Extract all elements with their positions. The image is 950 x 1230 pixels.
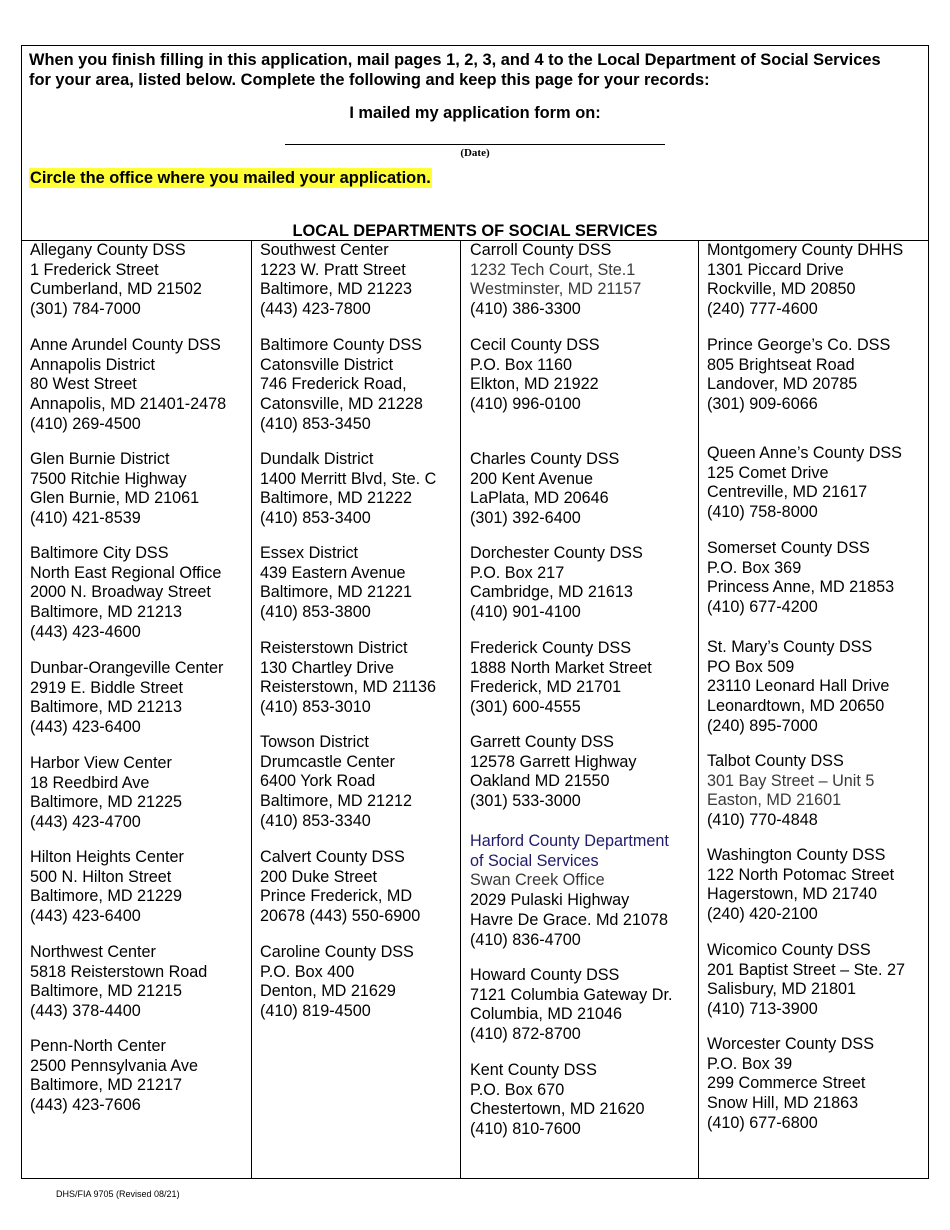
office-name: Carroll County DSS — [470, 241, 612, 259]
office-name: Glen Burnie District — [30, 450, 170, 468]
office-detail-line: 12578 Garrett Highway — [470, 752, 637, 771]
office-detail-line: 500 N. Hilton Street — [30, 867, 172, 886]
office-name: Hilton Heights Center — [30, 848, 184, 866]
office-name: Dorchester County DSS — [470, 544, 643, 562]
office-detail-line: Landover, MD 20785 — [707, 375, 858, 394]
office-name: Howard County DSS — [470, 966, 620, 984]
office-detail-line: (301) 784-7000 — [30, 300, 141, 319]
office-detail-line: Baltimore, MD 21225 — [30, 793, 183, 812]
office-name: Calvert County DSS — [260, 848, 405, 866]
office-detail-line: 1 Frederick Street — [30, 260, 159, 279]
office-detail-line: Catonsville District — [260, 355, 394, 374]
office-detail-line: P.O. Box 39 — [707, 1054, 793, 1073]
office-detail-line: Baltimore, MD 21217 — [30, 1076, 183, 1095]
office-entry[interactable] — [260, 733, 412, 832]
office-detail-line: 7500 Ritchie Highway — [30, 469, 187, 488]
office-entry[interactable] — [707, 638, 889, 737]
office-entry[interactable] — [30, 336, 226, 435]
office-detail-line: 1301 Piccard Drive — [707, 260, 844, 279]
office-detail-line: Salisbury, MD 21801 — [707, 980, 857, 999]
office-entry[interactable] — [260, 450, 436, 529]
office-detail-line: Leonardtown, MD 20650 — [707, 697, 885, 716]
office-detail-line: (443) 423-4600 — [30, 622, 141, 641]
office-detail-line: (410) 713-3900 — [707, 1000, 818, 1019]
office-detail-line: Baltimore, MD 21212 — [260, 792, 413, 811]
office-name: Anne Arundel County DSS — [30, 336, 221, 354]
office-detail-line: 439 Eastern Avenue — [260, 563, 406, 582]
office-detail-line: Prince Frederick, MD — [260, 887, 413, 906]
office-entry[interactable] — [470, 733, 636, 812]
section-heading: LOCAL DEPARTMENTS OF SOCIAL SERVICES — [292, 222, 658, 240]
office-entry[interactable] — [30, 1037, 198, 1116]
office-detail-line: 746 Frederick Road, — [260, 375, 407, 394]
office-detail-line: 805 Brightseat Road — [707, 355, 855, 374]
office-detail-line: 5818 Reisterstown Road — [30, 962, 208, 981]
date-label: (Date) — [460, 147, 490, 159]
office-detail-line: 1888 North Market Street — [470, 658, 652, 677]
office-detail-line: (443) 423-6400 — [30, 718, 141, 737]
office-detail-line: P.O. Box 217 — [470, 563, 565, 582]
date-entry-line[interactable] — [285, 144, 665, 145]
office-entry[interactable] — [707, 1035, 874, 1134]
office-entry[interactable] — [470, 966, 672, 1045]
office-detail-line: (410) 770-4848 — [707, 811, 818, 830]
office-detail-line: PO Box 509 — [707, 657, 795, 676]
office-name: Harford County Department — [470, 832, 669, 850]
office-detail-line: 2919 E. Biddle Street — [30, 678, 183, 697]
office-entry[interactable] — [30, 450, 199, 529]
intro-line-1: When you finish filling in this application, mail pages 1, 2, 3, and 4 to the Local Department of Social Services — [29, 51, 881, 69]
office-name: Baltimore County DSS — [260, 336, 422, 354]
office-detail-line: Hagerstown, MD 21740 — [707, 885, 878, 904]
office-detail-line: (410) 269-4500 — [30, 414, 141, 433]
office-detail-line: Swan Creek Office — [470, 871, 605, 890]
office-detail-line: 200 Kent Avenue — [470, 469, 594, 488]
office-entry[interactable] — [707, 241, 903, 320]
office-detail-line: Oakland MD 21550 — [470, 772, 610, 791]
intro-line-2: for your area, listed below. Complete the following and keep this page for your records: — [29, 71, 710, 89]
office-name: Harbor View Center — [30, 754, 172, 772]
office-detail-line: North East Regional Office — [30, 563, 222, 582]
office-name: Essex District — [260, 544, 359, 562]
office-detail-line: 2500 Pennsylvania Ave — [30, 1056, 198, 1075]
office-entry[interactable] — [470, 241, 641, 320]
column-divider-2 — [460, 240, 461, 1179]
office-detail-line: 200 Duke Street — [260, 867, 377, 886]
office-detail-line: 6400 York Road — [260, 772, 376, 791]
office-detail-line: 299 Commerce Street — [707, 1074, 866, 1093]
office-name: Worcester County DSS — [707, 1035, 875, 1053]
office-detail-line: (443) 378-4400 — [30, 1002, 141, 1021]
office-name: Towson District — [260, 733, 369, 751]
office-name: Northwest Center — [30, 943, 156, 961]
office-entry[interactable] — [707, 846, 894, 925]
office-detail-line: (410) 853-3450 — [260, 414, 371, 433]
office-detail-line: 130 Chartley Drive — [260, 658, 395, 677]
office-entry[interactable] — [30, 754, 182, 833]
office-entry[interactable] — [707, 444, 902, 523]
office-detail-line: (301) 909-6066 — [707, 395, 818, 414]
office-detail-line: 1223 W. Pratt Street — [260, 260, 406, 279]
office-detail-line: Annapolis District — [30, 355, 156, 374]
office-detail-line: (410) 810-7600 — [470, 1120, 581, 1139]
office-detail-line: of Social Services — [470, 851, 599, 870]
office-entry[interactable] — [260, 336, 423, 435]
form-number-footer: DHS/FIA 9705 (Revised 08/21) — [56, 1189, 180, 1199]
office-detail-line: 1400 Merritt Blvd, Ste. C — [260, 469, 437, 488]
office-entry[interactable] — [470, 336, 600, 415]
office-entry[interactable] — [470, 544, 643, 623]
office-detail-line: Columbia, MD 21046 — [470, 1005, 623, 1024]
office-detail-line: Chestertown, MD 21620 — [470, 1100, 645, 1119]
office-name: Dunbar-Orangeville Center — [30, 659, 224, 677]
office-detail-line: 2000 N. Broadway Street — [30, 583, 211, 602]
office-detail-line: 1232 Tech Court, Ste.1 — [470, 260, 636, 279]
office-entry[interactable] — [30, 943, 207, 1022]
office-detail-line: Cambridge, MD 21613 — [470, 583, 633, 602]
office-name: Kent County DSS — [470, 1061, 597, 1079]
office-detail-line: (240) 777-4600 — [707, 300, 818, 319]
office-detail-line: Baltimore, MD 21229 — [30, 887, 183, 906]
office-detail-line: (443) 423-7606 — [30, 1096, 141, 1115]
office-detail-line: 2029 Pulaski Highway — [470, 891, 630, 910]
office-name: Reisterstown District — [260, 639, 408, 657]
office-detail-line: Havre De Grace. Md 21078 — [470, 910, 668, 929]
office-detail-line: (410) 853-3400 — [260, 509, 371, 528]
office-name: Allegany County DSS — [30, 241, 186, 259]
office-detail-line: Elkton, MD 21922 — [470, 375, 599, 394]
office-detail-line: P.O. Box 670 — [470, 1080, 565, 1099]
office-detail-line: (410) 677-4200 — [707, 598, 818, 617]
office-detail-line: P.O. Box 1160 — [470, 355, 572, 374]
office-name: St. Mary’s County DSS — [707, 638, 873, 656]
office-entry[interactable] — [470, 832, 669, 950]
office-detail-line: (410) 421-8539 — [30, 509, 141, 528]
office-name: Garrett County DSS — [470, 733, 614, 751]
office-detail-line: Glen Burnie, MD 21061 — [30, 489, 200, 508]
office-detail-line: 201 Baptist Street – Ste. 27 — [707, 960, 905, 979]
office-detail-line: Drumcastle Center — [260, 752, 395, 771]
office-detail-line: Centreville, MD 21617 — [707, 483, 868, 502]
office-name: Washington County DSS — [707, 846, 886, 864]
office-name: Baltimore City DSS — [30, 544, 169, 562]
office-name: Queen Anne’s County DSS — [707, 444, 902, 462]
office-detail-line: Baltimore, MD 21213 — [30, 603, 183, 622]
office-detail-line: Baltimore, MD 21222 — [260, 489, 413, 508]
office-detail-line: Baltimore, MD 21223 — [260, 280, 413, 299]
office-detail-line: Baltimore, MD 21215 — [30, 982, 183, 1001]
office-entry[interactable] — [260, 241, 412, 320]
office-detail-line: Cumberland, MD 21502 — [30, 280, 202, 299]
office-detail-line: Baltimore, MD 21213 — [30, 698, 183, 717]
office-detail-line: P.O. Box 400 — [260, 962, 355, 981]
office-detail-line: Frederick, MD 21701 — [470, 678, 622, 697]
office-detail-line: (410) 853-3010 — [260, 698, 371, 717]
office-detail-line: (443) 423-4700 — [30, 813, 141, 832]
office-detail-line: (410) 836-4700 — [470, 930, 581, 949]
office-detail-line: (410) 901-4100 — [470, 603, 581, 622]
office-name: Cecil County DSS — [470, 336, 600, 354]
office-detail-line: (410) 819-4500 — [260, 1002, 371, 1021]
mailed-label: I mailed my application form on: — [349, 104, 601, 122]
office-detail-line: (301) 533-3000 — [470, 792, 581, 811]
office-name: Dundalk District — [260, 450, 374, 468]
office-entry[interactable] — [707, 539, 894, 618]
office-detail-line: (240) 420-2100 — [707, 905, 818, 924]
office-detail-line: LaPlata, MD 20646 — [470, 489, 609, 508]
office-entry[interactable] — [260, 848, 420, 927]
office-detail-line: (410) 386-3300 — [470, 300, 581, 319]
office-entry[interactable] — [470, 1061, 645, 1140]
office-detail-line: 20678 (443) 550-6900 — [260, 907, 421, 926]
office-entry[interactable] — [30, 241, 202, 320]
column-divider-1 — [251, 240, 252, 1179]
office-detail-line: (410) 853-3340 — [260, 811, 371, 830]
office-detail-line: 125 Comet Drive — [707, 463, 829, 482]
office-name: Montgomery County DHHS — [707, 241, 904, 259]
office-entry[interactable] — [707, 336, 890, 415]
office-detail-line: (410) 996-0100 — [470, 395, 581, 414]
office-detail-line: P.O. Box 369 — [707, 558, 802, 577]
intro-instructions — [29, 50, 921, 90]
office-entry[interactable] — [470, 639, 652, 718]
office-name: Prince George’s Co. DSS — [707, 336, 891, 354]
office-name: Somerset County DSS — [707, 539, 870, 557]
office-detail-line: Denton, MD 21629 — [260, 982, 396, 1001]
office-name: Southwest Center — [260, 241, 389, 259]
office-detail-line: Rockville, MD 20850 — [707, 280, 856, 299]
office-detail-line: (410) 853-3800 — [260, 603, 371, 622]
office-detail-line: Easton, MD 21601 — [707, 791, 842, 810]
office-detail-line: Princess Anne, MD 21853 — [707, 578, 895, 597]
office-detail-line: (410) 872-8700 — [470, 1025, 581, 1044]
office-detail-line: Baltimore, MD 21221 — [260, 583, 413, 602]
office-detail-line: (240) 895-7000 — [707, 716, 818, 735]
office-detail-line: (443) 423-6400 — [30, 907, 141, 926]
office-detail-line: 122 North Potomac Street — [707, 865, 895, 884]
office-detail-line: Westminster, MD 21157 — [470, 280, 642, 299]
office-entry[interactable] — [260, 639, 436, 718]
office-detail-line: (410) 758-8000 — [707, 503, 818, 522]
office-name: Charles County DSS — [470, 450, 620, 468]
office-detail-line: 23110 Leonard Hall Drive — [707, 677, 890, 696]
office-detail-line: (301) 600-4555 — [470, 698, 581, 717]
office-detail-line: Reisterstown, MD 21136 — [260, 678, 437, 697]
office-entry[interactable] — [707, 752, 874, 831]
office-detail-line: (410) 677-6800 — [707, 1113, 818, 1132]
office-entry[interactable] — [260, 544, 412, 623]
office-detail-line: Annapolis, MD 21401-2478 — [30, 395, 227, 414]
office-entry[interactable] — [707, 941, 905, 1020]
office-entry[interactable] — [470, 450, 619, 529]
office-entry[interactable] — [260, 943, 414, 1022]
office-detail-line: 301 Bay Street – Unit 5 — [707, 771, 875, 790]
circle-office-instruction: Circle the office where you mailed your application. — [30, 169, 431, 187]
office-entry[interactable] — [30, 544, 221, 643]
office-name: Caroline County DSS — [260, 943, 414, 961]
office-name: Frederick County DSS — [470, 639, 632, 657]
office-entry[interactable] — [30, 848, 184, 927]
office-name: Penn-North Center — [30, 1037, 166, 1055]
office-detail-line: Catonsville, MD 21228 — [260, 395, 423, 414]
office-detail-line: 80 West Street — [30, 375, 137, 394]
office-detail-line: 18 Reedbird Ave — [30, 773, 150, 792]
office-detail-line: (443) 423-7800 — [260, 300, 371, 319]
office-detail-line: (301) 392-6400 — [470, 509, 581, 528]
office-detail-line: 7121 Columbia Gateway Dr. — [470, 985, 673, 1004]
column-divider-3 — [698, 240, 699, 1179]
office-detail-line: Snow Hill, MD 21863 — [707, 1094, 859, 1113]
office-name: Wicomico County DSS — [707, 941, 871, 959]
office-entry[interactable] — [30, 659, 223, 738]
office-name: Talbot County DSS — [707, 752, 844, 770]
